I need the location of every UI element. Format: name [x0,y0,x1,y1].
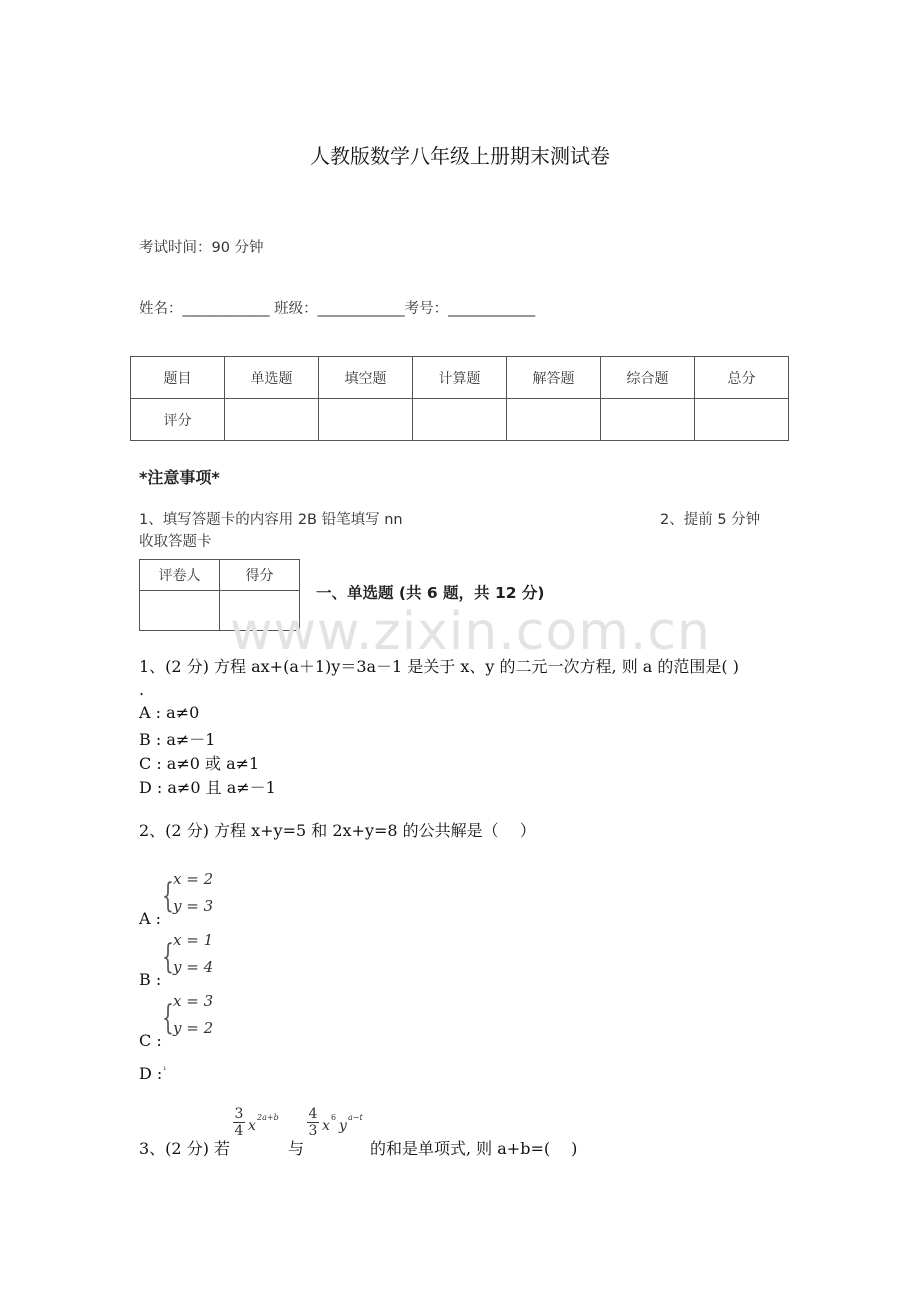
notice-item-2: 2、提前 5 分钟 [660,512,761,528]
question-1-option-c[interactable]: C : a≠0 或 a≠1 [139,754,260,773]
exam-time: 考试时间：90 分钟 [139,240,264,256]
score-header-cell: 总分 [695,357,789,399]
score-cell[interactable] [601,399,695,441]
page-title: 人教版数学八年级上册期末测试卷 [310,144,610,168]
fraction-2-numerator: 4 [308,1106,318,1122]
question-2-stem: 2、(2 分) 方程 x+y=5 和 2x+y=8 的公共解是（ ） [139,821,536,840]
notice-heading: *注意事项* [139,468,220,487]
score-cell[interactable] [413,399,507,441]
fraction-2-denominator: 3 [308,1123,318,1139]
fraction-2-term-y: y [339,1118,347,1134]
fraction-1-term: x [248,1118,256,1134]
fraction-2-exponent-y: a−t [348,1113,363,1122]
grader-header-cell: 得分 [220,560,300,591]
question-2-option-d-mark: ¹ [163,1066,167,1076]
score-cell[interactable] [507,399,601,441]
system-b-line-2: y = 4 [173,958,214,976]
grader-cell[interactable] [140,591,220,631]
question-1-option-a[interactable]: A : a≠0 [139,703,200,722]
question-1-option-b[interactable]: B : a≠－1 [139,730,216,749]
system-a-line-1: x = 2 [173,870,214,888]
fraction-2-exponent-x: 6 [331,1113,337,1122]
score-header-cell: 综合题 [601,357,695,399]
fraction-1-denominator: 4 [234,1123,244,1139]
grader-header-cell: 评卷人 [140,560,220,591]
fraction-1-exponent: 2a+b [257,1113,279,1122]
question-1-stem: 1、(2 分) 方程 ax+(a＋1)y＝3a－1 是关于 x、y 的二元一次方程, 则 a 的范围是( ) [139,657,739,676]
grader-header-row [140,560,300,591]
section-title: 一、单选题 (共 6 题，共 12 分) [316,584,545,602]
notice-item-1: 1、填写答题卡的内容用 2B 铅笔填写 nn [139,512,403,528]
score-cell[interactable] [225,399,319,441]
score-header-cell: 单选题 [225,357,319,399]
fraction-2-term-x: x [322,1118,330,1134]
notice-item-2-continued: 收取答题卡 [139,534,212,550]
question-1-option-d[interactable]: D : a≠0 且 a≠－1 [139,778,276,797]
score-header-cell: 解答题 [507,357,601,399]
question-2-option-c[interactable]: C : [139,1031,162,1050]
system-a-line-2: y = 3 [173,897,214,915]
question-2-option-b[interactable]: B : [139,970,162,989]
system-c-line-1: x = 3 [173,992,214,1010]
watermark: www.zixin.com.cn [230,602,711,662]
score-table-header-row [131,357,789,399]
score-header-cell: 题目 [131,357,225,399]
system-c-line-2: y = 2 [173,1019,214,1037]
score-table [130,356,789,441]
score-row-label: 评分 [131,399,225,441]
student-info-line: 姓名：____________ 班级：____________考号：____________ [139,301,536,317]
question-3-suffix: 的和是单项式, 则 a+b=( ) [370,1139,578,1158]
question-3-connector: 与 [288,1139,305,1158]
question-3-fraction-2 [307,1106,319,1139]
question-3-fraction-1 [233,1106,245,1139]
score-header-cell: 填空题 [319,357,413,399]
fraction-1-numerator: 3 [234,1106,244,1122]
score-cell[interactable] [319,399,413,441]
question-1-dot: . [139,680,145,699]
score-header-cell: 计算题 [413,357,507,399]
question-3-prefix: 3、(2 分) 若 [139,1139,231,1158]
system-b-line-1: x = 1 [173,931,214,949]
score-table-score-row [131,399,789,441]
question-2-option-a[interactable]: A : [139,909,162,928]
question-2-option-d[interactable]: D : [139,1064,163,1083]
score-cell[interactable] [695,399,789,441]
